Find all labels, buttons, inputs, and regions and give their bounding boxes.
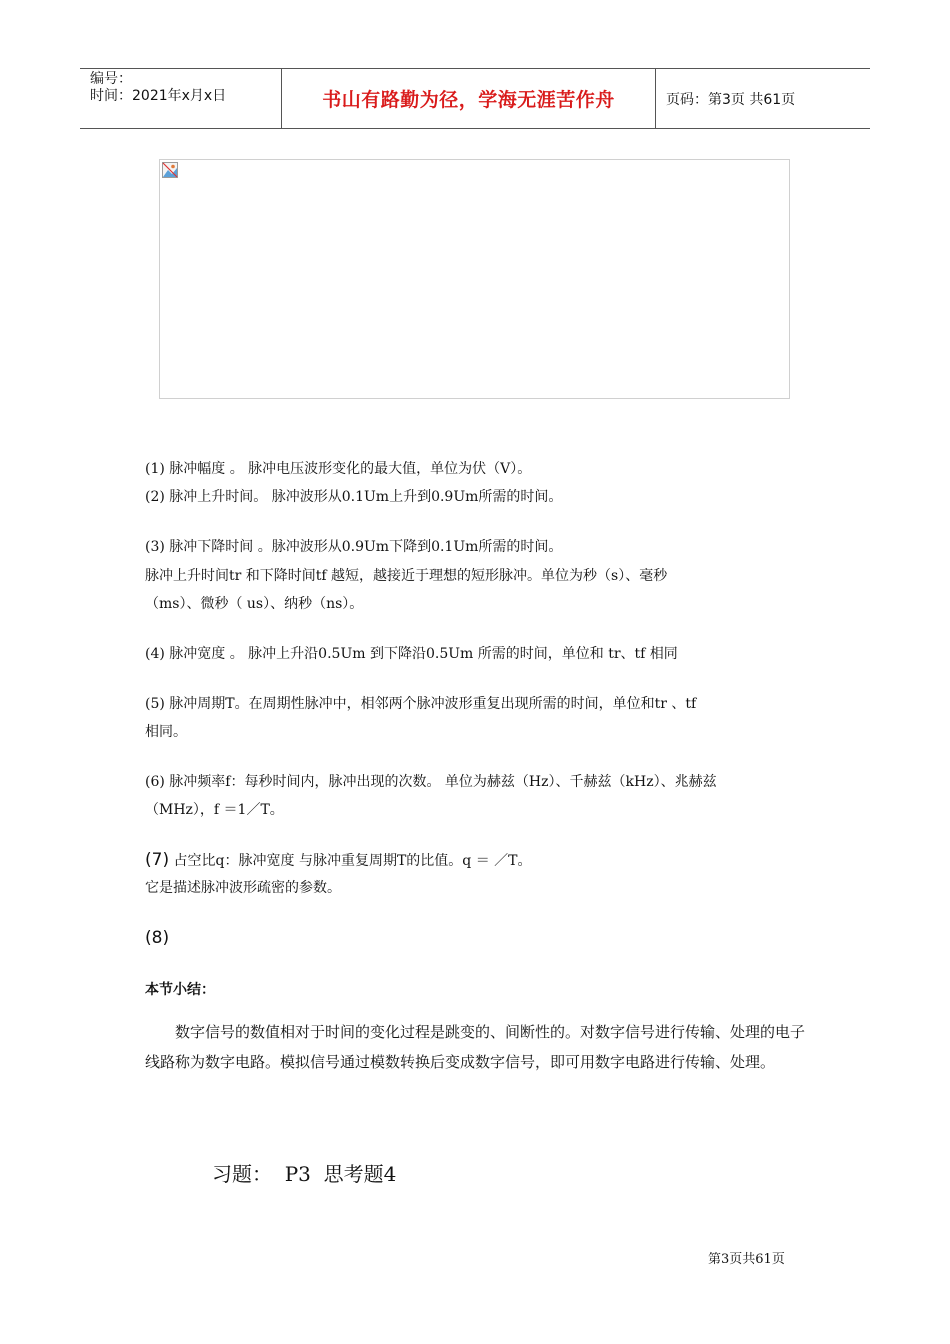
item-7-text: 占空比q：脉冲宽度 与脉冲重复周期T的比值。q ＝ ／T。 bbox=[173, 853, 532, 869]
item-2: (2) 脉冲上升时间。 脉冲波形从0.1Um上升到0.9Um所需的时间。 bbox=[145, 489, 563, 505]
item-5-line-1: (5) 脉冲周期T。在周期性脉冲中，相邻两个脉冲波形重复出现所需的时间，单位和tr 、tf bbox=[145, 696, 697, 712]
item-8-number: (8) bbox=[145, 928, 170, 948]
summary-body: 数字信号的数值相对于时间的变化过程是跳变的、间断性的。对数字信号进行传输、处理的电子线路称为数字电路。模拟信号通过模数转换后变成数字信号，即可用数字电路进行传输、处理。 bbox=[145, 1023, 806, 1071]
item-7-number: (7) bbox=[145, 850, 170, 870]
item-7 bbox=[145, 846, 532, 875]
item-4: (4) 脉冲宽度 。 脉冲上升沿0.5Um 到下降沿0.5Um 所需的时间，单位和 tr、tf 相同 bbox=[145, 646, 678, 662]
item-6-line-1: (6) 脉冲频率f：每秒时间内，脉冲出现的次数。 单位为赫兹（Hz）、千赫兹（kHz）、兆赫兹 bbox=[145, 774, 717, 790]
exercise-line: 习题： P3 思考题4 bbox=[212, 1162, 397, 1186]
item-7-note: 它是描述脉冲波形疏密的参数。 bbox=[145, 880, 341, 896]
item-5-line-2: 相同。 bbox=[145, 724, 187, 740]
summary-title: 本节小结： bbox=[145, 982, 215, 998]
item-3-note-line-2: （ms）、微秒（ us）、纳秒（ns）。 bbox=[145, 596, 364, 612]
broken-image-icon bbox=[162, 162, 178, 178]
figure-placeholder bbox=[159, 159, 790, 399]
header-left-cell bbox=[80, 69, 282, 128]
item-3: (3) 脉冲下降时间 。脉冲波形从0.9Um下降到0.1Um所需的时间。 bbox=[145, 539, 563, 555]
item-3-note-line-1: 脉冲上升时间tr 和下降时间tf 越短，越接近于理想的短形脉冲。单位为秒（s）、毫秒 bbox=[145, 568, 668, 584]
item-6-line-2: （MHz），f ＝1／T。 bbox=[145, 802, 284, 818]
time-label: 时间：2021年x月x日 bbox=[90, 88, 227, 104]
page-footer: 第3页共61页 bbox=[708, 1252, 785, 1267]
motto: 书山有路勤为径，学海无涯苦作舟 bbox=[282, 69, 656, 128]
page-label: 页码：第3页 共61页 bbox=[666, 91, 796, 108]
page-header bbox=[80, 68, 870, 129]
item-1: (1) 脉冲幅度 。 脉冲电压波形变化的最大值，单位为伏（V）。 bbox=[145, 461, 532, 477]
number-label: 编号： bbox=[90, 71, 132, 87]
